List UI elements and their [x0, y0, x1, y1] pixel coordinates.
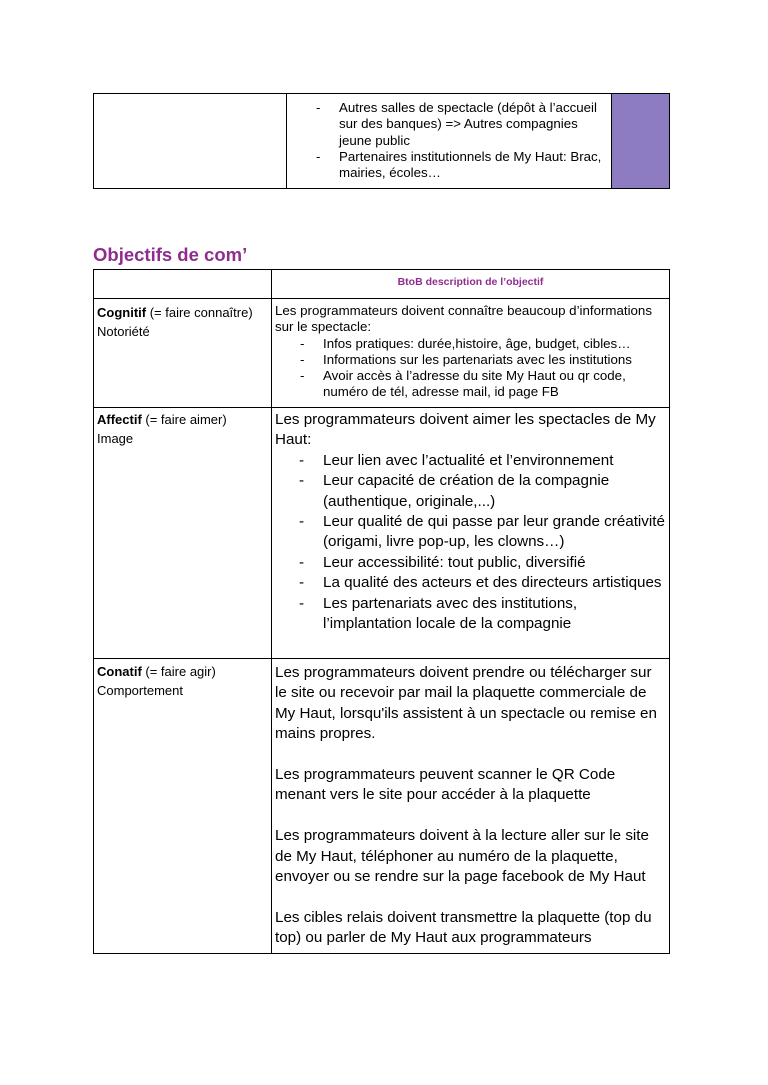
objectives-table	[93, 269, 670, 954]
list-item: - Leur qualité de qui passe par leur grande créativité (origami, livre pop-up, les clowns…)	[299, 513, 665, 551]
label-sub: Notoriété	[97, 324, 150, 339]
audience-table-continuation	[93, 93, 670, 189]
section-title: Objectifs de com’	[93, 244, 248, 265]
row-divider	[94, 298, 669, 299]
list-item-text: Les partenariats avec des institutions, l’implantation locale de la compagnie	[323, 594, 578, 633]
row-content-conatif	[275, 663, 667, 949]
list-item: - Avoir accès à l’adresse du site My Haut ou qr code, numéro de tél, adresse mail, id page FB	[300, 368, 626, 400]
list-item: - Partenaires institutionnels de My Haut: Brac, mairies, écoles…	[316, 148, 602, 181]
list-item-text: Autres salles de spectacle (dépôt à l’accueil sur des banques) => Autres compagnies jeune public	[339, 100, 597, 148]
list-item: - Leur capacité de création de la compagnie (authentique, originale,...)	[299, 472, 610, 510]
row-divider	[94, 658, 669, 659]
label-bold: Cognitif	[97, 305, 147, 320]
purple-color-cell	[612, 94, 669, 188]
partner-list	[316, 100, 607, 181]
list-item-text: Leur accessibilité: tout public, diversifié	[323, 553, 586, 571]
label-sub: Comportement	[97, 683, 183, 698]
list-item-text: Avoir accès à l’adresse du site My Haut ou qr code, numéro de tél, adresse mail, id page FB	[323, 368, 626, 400]
label-rest: (= faire aimer)	[141, 412, 227, 427]
bullet-list	[299, 451, 667, 635]
label-bold: Conatif	[97, 664, 142, 679]
row-content-cognitif	[275, 303, 665, 401]
list-item: - Leur lien avec l’actualité et l’environnement	[299, 451, 614, 469]
list-item-text: Informations sur les partenariats avec les institutions	[323, 351, 632, 367]
list-item-text: Leur lien avec l’actualité et l’environnement	[323, 451, 614, 469]
list-item: - Les partenariats avec des institutions, l’implantation locale de la compagnie	[299, 594, 578, 633]
list-item-text: Partenaires institutionnels de My Haut: Brac, mairies, écoles…	[339, 148, 602, 181]
row-divider	[94, 407, 669, 408]
table-cell-list	[287, 94, 612, 188]
row-content-affectif	[275, 410, 667, 634]
table-cell-empty	[94, 94, 287, 188]
label-bold: Affectif	[97, 412, 142, 427]
paragraph: Les programmateurs doivent prendre ou télécharger sur le site ou recevoir par mail la plaquette commerciale de My Haut, lorsqu'ils assistent à un spectacle ou remise en mains propres.	[275, 664, 657, 743]
row-intro: Les programmateurs doivent connaître beaucoup d’informations sur le spectacle:	[275, 303, 652, 335]
bullet-list	[300, 335, 665, 401]
list-item: - Autres salles de spectacle (dépôt à l’accueil sur des banques) => Autres compagnies jeune public	[316, 100, 597, 148]
table-header: BtoB description de l’objectif	[397, 276, 544, 288]
row-label-affectif	[97, 410, 269, 448]
list-item: - Infos pratiques: durée,histoire, âge, budget, cibles…	[300, 335, 631, 351]
paragraph: Les programmateurs doivent à la lecture aller sur le site de My Haut, téléphoner au numéro de la plaquette, envoyer ou se rendre sur la page facebook de My Haut	[275, 827, 649, 886]
list-item-text: La qualité des acteurs et des directeurs artistiques	[323, 574, 662, 592]
list-item: - Informations sur les partenariats avec les institutions	[300, 351, 632, 367]
list-item: - Leur accessibilité: tout public, diversifié	[299, 553, 586, 571]
list-item-text: Infos pratiques: durée,histoire, âge, budget, cibles…	[323, 335, 631, 351]
label-sub: Image	[97, 431, 134, 446]
column-divider	[271, 270, 272, 953]
list-item-text: Leur capacité de création de la compagnie (authentique, originale,...)	[323, 472, 610, 510]
paragraph: Les cibles relais doivent transmettre la plaquette (top du top) ou parler de My Haut aux programmateurs	[275, 908, 652, 947]
paragraph: Les programmateurs peuvent scanner le QR Code menant vers le site pour accéder à la plaquette	[275, 766, 616, 804]
list-item: - La qualité des acteurs et des directeurs artistiques	[299, 574, 662, 592]
label-rest: (= faire connaître)	[146, 305, 253, 320]
row-intro: Les programmateurs doivent aimer les spectacles de My Haut:	[275, 411, 656, 449]
list-item-text: Leur qualité de qui passe par leur grande créativité (origami, livre pop-up, les clowns…)	[323, 513, 665, 551]
row-label-cognitif	[97, 303, 269, 341]
row-label-conatif	[97, 662, 269, 700]
label-rest: (= faire agir)	[141, 664, 216, 679]
